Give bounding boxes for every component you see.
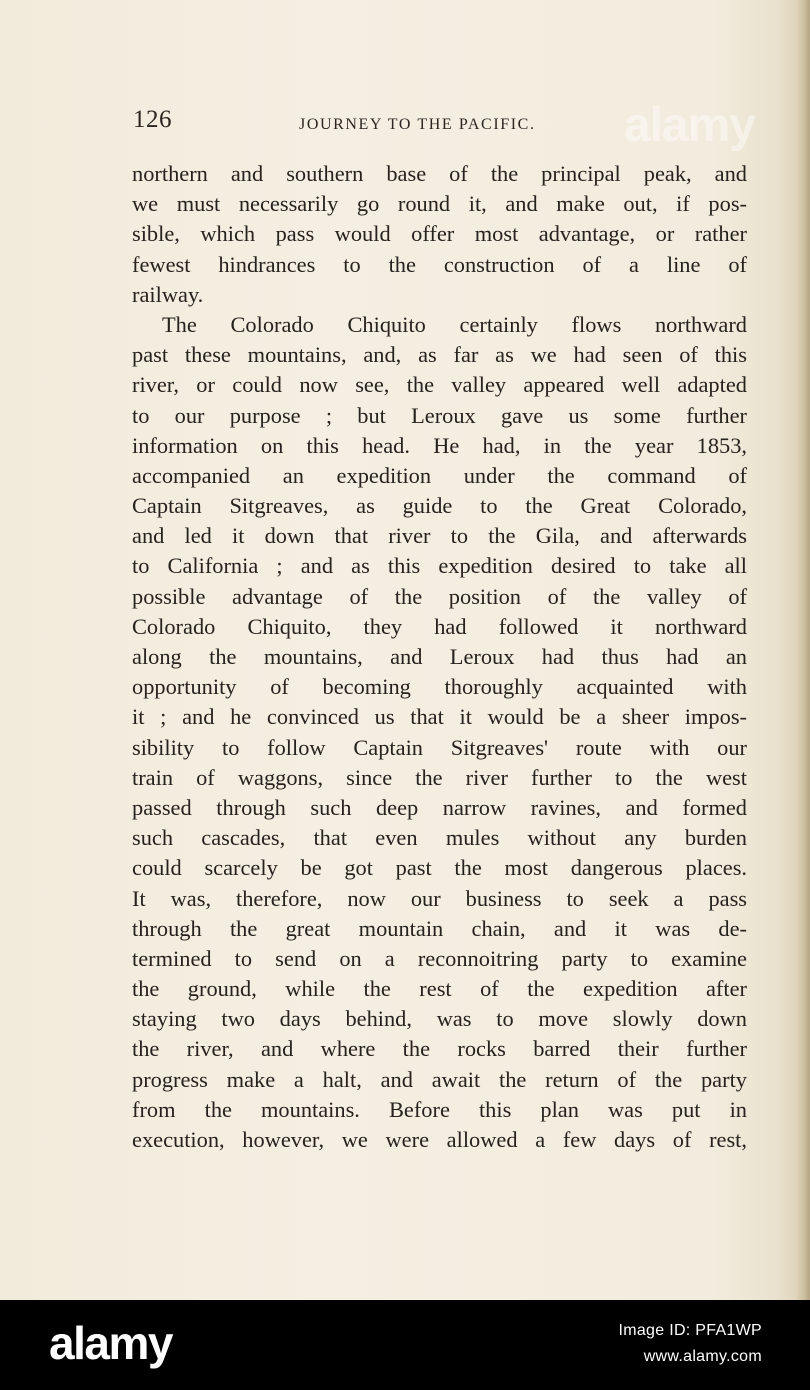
image-id: Image ID: PFA1WP [618,1322,762,1339]
text-line: the river, and where the rocks barred their further [132,1036,747,1062]
running-title: JOURNEY TO THE PACIFIC. [299,116,536,133]
text-line: Colorado Chiquito, they had followed it northward [132,613,747,639]
text-line: progress make a halt, and await the return of the party [132,1066,747,1092]
stock-photo-footer [0,1300,810,1390]
watermark-logo: alamy [623,99,755,152]
text-line: to our purpose ; but Leroux gave us some further [132,402,747,428]
text-line: opportunity of becoming thoroughly acquainted with [132,674,747,700]
text-line: staying two days behind, was to move slowly down [132,1006,747,1032]
text-line: the ground, while the rest of the expedition after [132,976,747,1002]
text-line: termined to send on a reconnoitring party to examine [132,945,747,971]
text-line: fewest hindrances to the construction of a line of [132,251,747,277]
text-line: train of waggons, since the river further to the west [132,764,747,790]
text-line: to California ; and as this expedition desired to take all [132,553,747,579]
text-line: and led it down that river to the Gila, and afterwards [132,523,747,549]
text-line: from the mountains. Before this plan was put in [132,1096,747,1122]
page-edge-shadow [796,0,810,1300]
alamy-logo: alamy [49,1317,172,1369]
text-line: sibility to follow Captain Sitgreaves' route with our [132,734,747,760]
text-line: information on this head. He had, in the year 1853, [132,432,747,458]
text-line: along the mountains, and Leroux had thus had an [132,644,747,669]
text-line: we must necessarily go round it, and make out, if pos- [132,191,747,217]
page-number: 126 [133,106,172,133]
text-line: such cascades, that even mules without any burden [132,825,747,851]
text-line: Captain Sitgreaves, as guide to the Great Colorado, [132,493,747,519]
text-line: sible, which pass would offer most advantage, or rather [132,221,747,247]
body-text [132,159,747,1155]
text-line: could scarcely be got past the most dangerous places. [132,855,747,881]
text-line: passed through such deep narrow ravines, and formed [132,794,747,820]
text-line: execution, however, we were allowed a few days of rest, [132,1127,747,1152]
text-line: accompanied an expedition under the command of [132,462,747,488]
text-line: river, or could now see, the valley appeared well adapted [132,372,747,398]
footer-url: www.alamy.com [643,1348,762,1365]
text-line: The Colorado Chiquito certainly flows northward [162,311,747,337]
text-line: It was, therefore, now our business to seek a pass [132,885,747,911]
text-line: possible advantage of the position of the valley of [132,583,747,609]
text-line: through the great mountain chain, and it was de- [132,915,747,941]
text-line: past these mountains, and, as far as we had seen of this [132,342,747,368]
text-line: northern and southern base of the principal peak, and [132,161,747,186]
text-line: railway. [132,281,204,307]
text-line: it ; and he convinced us that it would be a sheer impos- [132,704,747,730]
